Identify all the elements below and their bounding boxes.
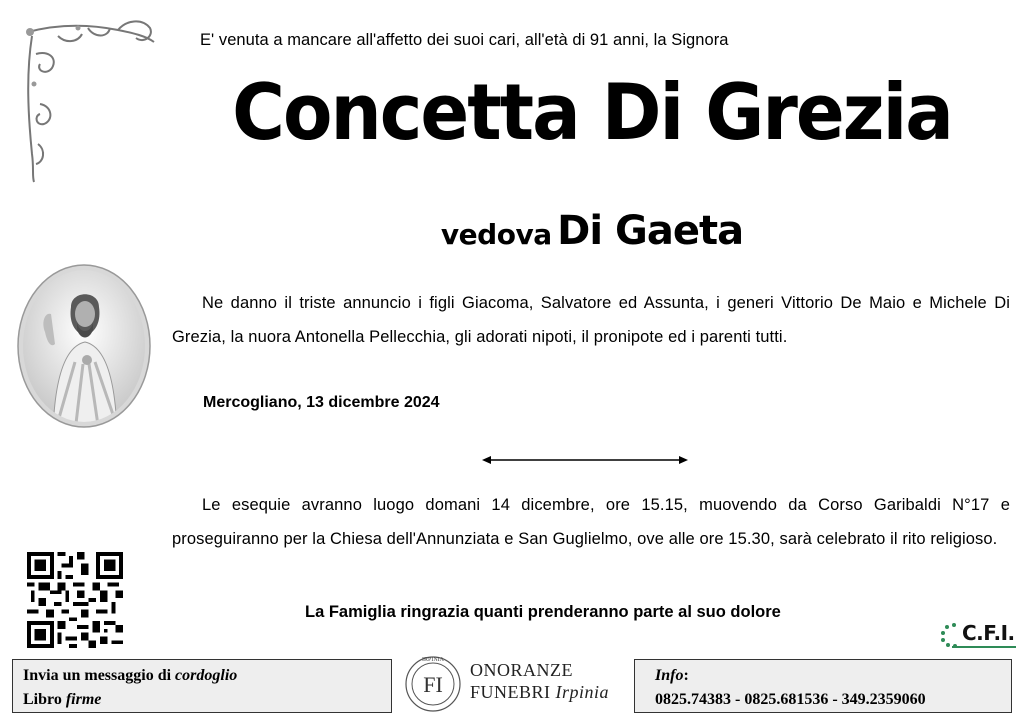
info-label-line: Info: [655,667,689,684]
widow-prefix: vedova [440,218,552,251]
logo-ring-text: IRPINIA [422,657,444,663]
cfi-logo-text: C.F.I. [962,621,1015,645]
cfi-logo [940,620,1018,652]
place-date: Mercogliano, 13 dicembre 2024 [203,394,440,411]
widow-line [0,206,1024,264]
info-phones[interactable]: 0825.74383 - 0825.681536 - 349.2359060 [655,691,926,708]
cfi-dots-icon [940,622,962,648]
condolence-prefix: Invia un messaggio di [23,667,172,684]
widow-name: Di Gaeta [557,208,744,254]
condolence-line [23,664,391,688]
intro-text: E' venuta a mancare all'affetto dei suoi cari, all'età di 91 anni, la Signora [200,31,729,49]
guestbook-prefix: Libro [23,691,62,708]
family-thanks: La Famiglia ringrazia quanti prenderanno parte al suo dolore [305,603,781,621]
qr-code-icon[interactable] [26,552,124,648]
funeral-home-line2-em: Irpinia [555,682,610,702]
info-label: Info [655,667,684,684]
funeral-home-line2 [470,681,609,703]
sacred-heart-portrait-icon [15,262,153,430]
cfi-underline [952,646,1016,648]
funeral-home-logo-icon [403,650,463,714]
double-arrow-divider-icon [482,453,688,467]
funeral-home-line1: ONORANZE [470,660,573,680]
info-box [634,659,1012,713]
funeral-info-paragraph: Le esequie avranno luogo domani 14 dicembre, ore 15.15, muovendo da Corso Garibaldi N°17 e proseguiranno per la Chiesa dell'Annunziata e San Guglielmo, ove alle ore 15.30, sarà celebrato il rito religioso. [172,496,1010,548]
guestbook-em: firme [65,691,102,708]
logo-initials: FI [423,672,443,697]
condolence-box[interactable] [12,659,392,713]
condolence-em: cordoglio [175,667,238,684]
funeral-home-line2-prefix: FUNEBRI [470,682,551,702]
guestbook-line [23,688,391,712]
announcement-paragraph: Ne danno il triste annuncio i figli Giacoma, Salvatore ed Assunta, i generi Vittorio De Maio e Michele Di Grezia, la nuora Antonella Pellecchia, gli adorati nipoti, il pronipote ed i parenti tutti. [172,294,1010,346]
deceased-name: Concetta Di Grezia [232,66,952,158]
funeral-home-name [470,659,609,703]
